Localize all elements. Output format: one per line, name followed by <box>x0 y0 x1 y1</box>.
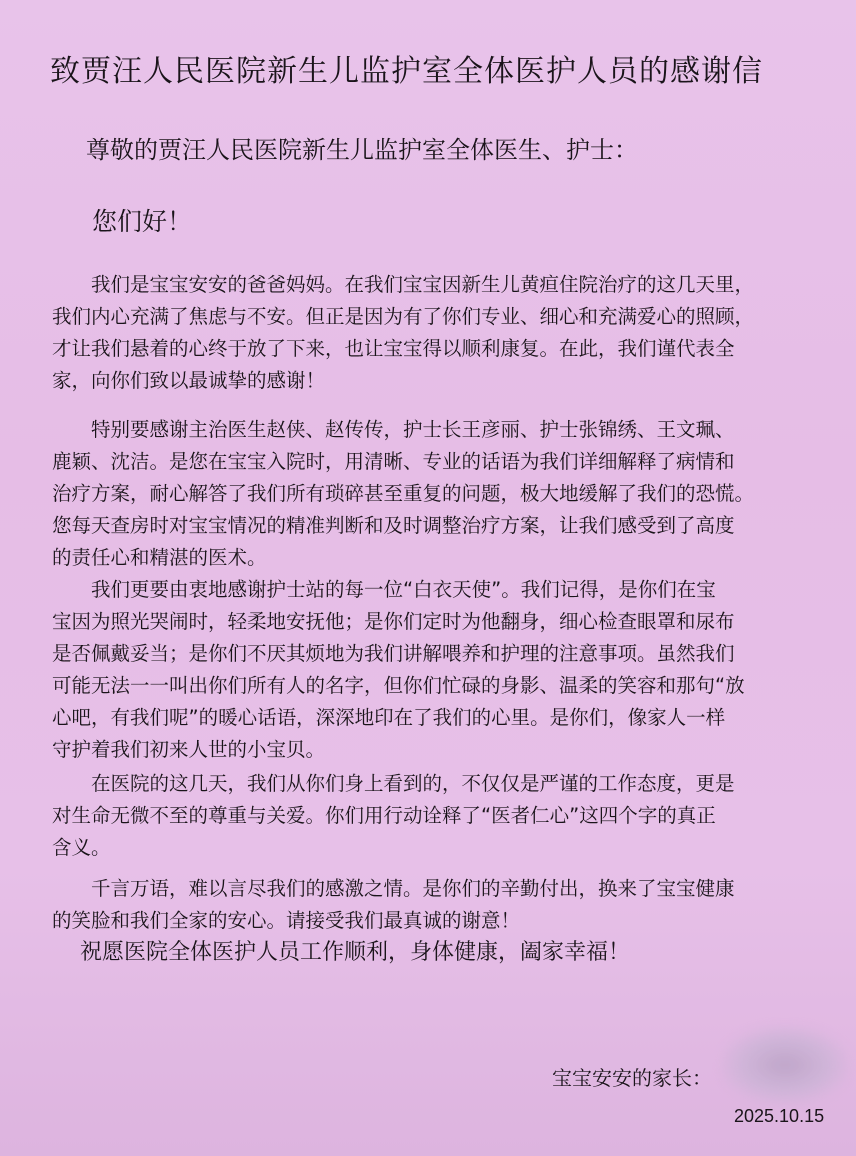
paragraph-1 <box>52 269 754 397</box>
paragraph-line: 对生命无微不至的尊重与关爱。你们用行动诠释了“医者仁心”这四个字的真正 <box>52 804 716 827</box>
paragraph-line: 是否佩戴妥当；是你们不厌其烦地为我们讲解喂养和护理的注意事项。虽然我们 <box>52 642 735 665</box>
paragraph-line: 千言万语，难以言尽我们的感激之情。是你们的辛勤付出，换来了宝宝健康 <box>52 877 735 900</box>
paragraph-line: 才让我们悬着的心终于放了下来，也让宝宝得以顺利康复。在此，我们谨代表全 <box>52 337 735 360</box>
paragraph-line: 您每天查房时对宝宝情况的精准判断和及时调整治疗方案，让我们感受到了高度 <box>52 514 735 537</box>
paragraph-line: 我们是宝宝安安的爸爸妈妈。在我们宝宝因新生儿黄疸住院治疗的这几天里， <box>52 273 755 296</box>
letter-title: 致贾汪人民医院新生儿监护室全体医护人员的感谢信 <box>50 54 763 89</box>
paragraph-line: 可能无法一一叫出你们所有人的名字，但你们忙碌的身影、温柔的笑容和那句“放 <box>52 674 745 697</box>
paragraph-line: 的责任心和精湛的医术。 <box>52 546 267 569</box>
paragraph-4 <box>52 768 735 864</box>
paragraph-5 <box>52 873 735 937</box>
paragraph-line: 家，向你们致以最诚挚的感谢！ <box>52 369 326 392</box>
paragraph-line: 心吧，有我们呢”的暖心话语，深深地印在了我们的心里。是你们，像家人一样 <box>52 706 726 729</box>
signature: 宝宝安安的家长： <box>552 1066 712 1090</box>
letter-date: 2025.10.15 <box>734 1106 825 1126</box>
letter-salutation: 尊敬的贾汪人民医院新生儿监护室全体医生、护士： <box>86 136 638 164</box>
letter-greeting: 您们好！ <box>92 207 193 236</box>
redacted-name-blur <box>720 1025 850 1105</box>
paragraph-line: 治疗方案，耐心解答了我们所有琐碎甚至重复的问题，极大地缓解了我们的恐慌。 <box>52 482 755 505</box>
paragraph-line: 在医院的这几天，我们从你们身上看到的，不仅仅是严谨的工作态度，更是 <box>52 772 735 795</box>
paragraph-line: 鹿颖、沈洁。是您在宝宝入院时，用清晰、专业的话语为我们详细解释了病情和 <box>52 450 735 473</box>
paragraph-2 <box>52 414 754 574</box>
paragraph-line: 我们更要由衷地感谢护士站的每一位“白衣天使”。我们记得，是你们在宝 <box>52 578 716 601</box>
paragraph-3 <box>52 574 745 766</box>
paragraph-line: 的笑脸和我们全家的安心。请接受我们最真诚的谢意！ <box>52 909 521 932</box>
paragraph-line: 宝因为照光哭闹时，轻柔地安抚他；是你们定时为他翻身，细心检查眼罩和尿布 <box>52 610 735 633</box>
paragraph-line: 含义。 <box>52 836 111 859</box>
paragraph-line: 我们内心充满了焦虑与不安。但正是因为有了你们专业、细心和充满爱心的照顾， <box>52 305 755 328</box>
paragraph-line: 守护着我们初来人世的小宝贝。 <box>52 738 326 761</box>
paragraph-line: 特别要感谢主治医生赵侠、赵传传，护士长王彦丽、护士张锦绣、王文珮、 <box>52 418 735 441</box>
closing-wish: 祝愿医院全体医护人员工作顺利，身体健康，阖家幸福！ <box>80 940 631 965</box>
